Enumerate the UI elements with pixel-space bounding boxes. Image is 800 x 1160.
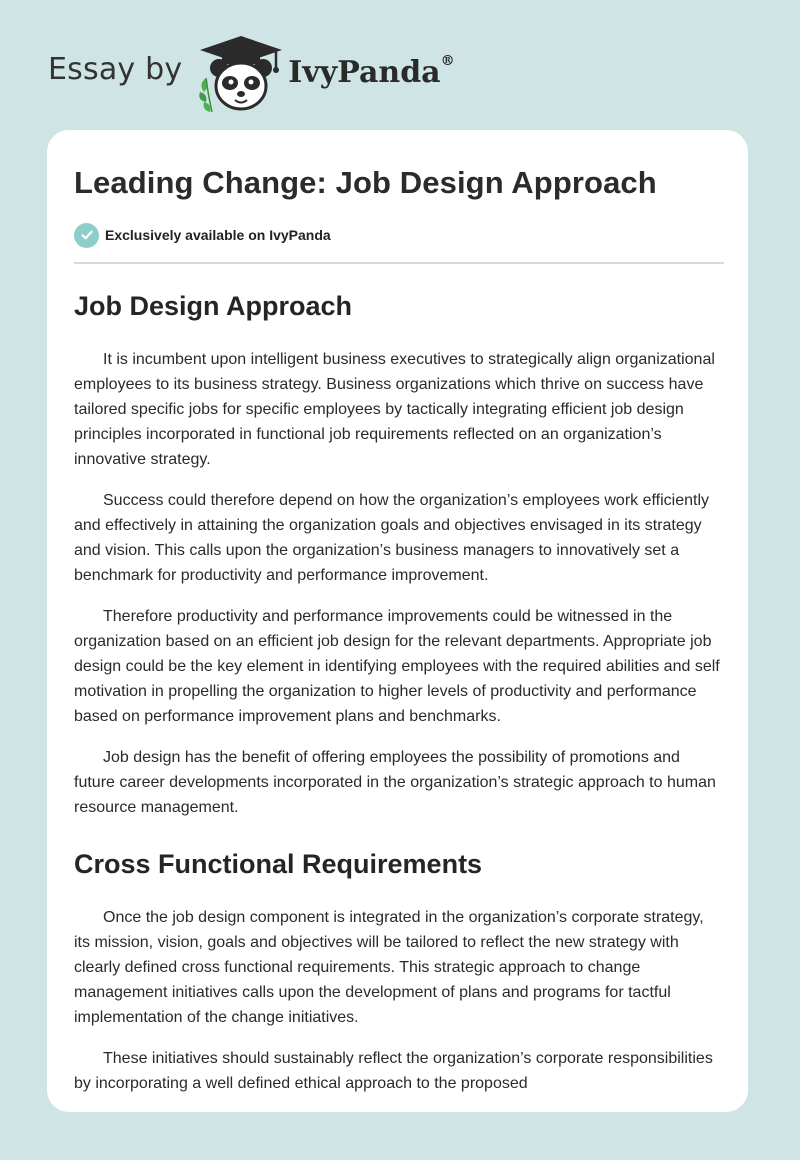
article-title: Leading Change: Job Design Approach <box>74 165 657 200</box>
article-content <box>74 160 724 1096</box>
availability-badge <box>74 222 724 248</box>
section-heading: Cross Functional Requirements <box>74 849 483 879</box>
brand-name[interactable] <box>288 52 455 90</box>
paragraph: Once the job design component is integrated in the organization’s corporate strategy, its mission, vision, goals and objectives will be tailored to reflect the new strategy with clearly defined cross functional requirements. This strategic approach to change management initiatives calls upon the development of plans and programs for tactful implementation of the change initiatives. <box>74 909 704 1026</box>
paragraph: It is incumbent upon intelligent business executives to strategically align organizational employees to its business strategy. Business organizations which thrive on success have tailored specific jobs for specific employees by tactically integrating efficient job design principles incorporated in functional job requirements reflected on an organization’s innovative strategy. <box>74 351 715 468</box>
article-card <box>47 130 748 1112</box>
paragraph: These initiatives should sustainably reflect the organization’s corporate responsibilities by incorporating a well defined ethical approach to the proposed <box>74 1050 713 1092</box>
registered-mark: ® <box>440 52 455 69</box>
title-divider <box>74 262 724 264</box>
check-circle-icon <box>74 223 99 248</box>
section-job-design <box>74 286 724 820</box>
paragraph: Success could therefore depend on how the organization’s employees work efficiently and effectively in attaining the organization goals and objectives envisaged in its strategy and vision. This calls upon the organization’s business managers to innovatively set a benchmark for productivity and performance improvement. <box>74 492 709 584</box>
availability-text: Exclusively available on IvyPanda <box>105 227 331 243</box>
essay-by-label: Essay by <box>48 51 183 87</box>
section-cross-functional <box>74 844 724 1096</box>
panda-graduation-cap-logo-icon[interactable] <box>196 34 286 114</box>
paragraph: Therefore productivity and performance improvements could be witnessed in the organization based on an efficient job design for the relevant departments. Appropriate job design could be the key element in identifying employees with the required abilities and self motivation in propelling the organization to higher levels of productivity and performance based on performance improvement plans and benchmarks. <box>74 608 720 725</box>
paragraph: Job design has the benefit of offering employees the possibility of promotions and future career developments incorporated in the organization’s strategic approach to human resource management. <box>74 749 716 816</box>
brand-text: IvyPanda <box>288 54 441 90</box>
section-heading: Job Design Approach <box>74 291 353 321</box>
site-header <box>48 34 455 114</box>
